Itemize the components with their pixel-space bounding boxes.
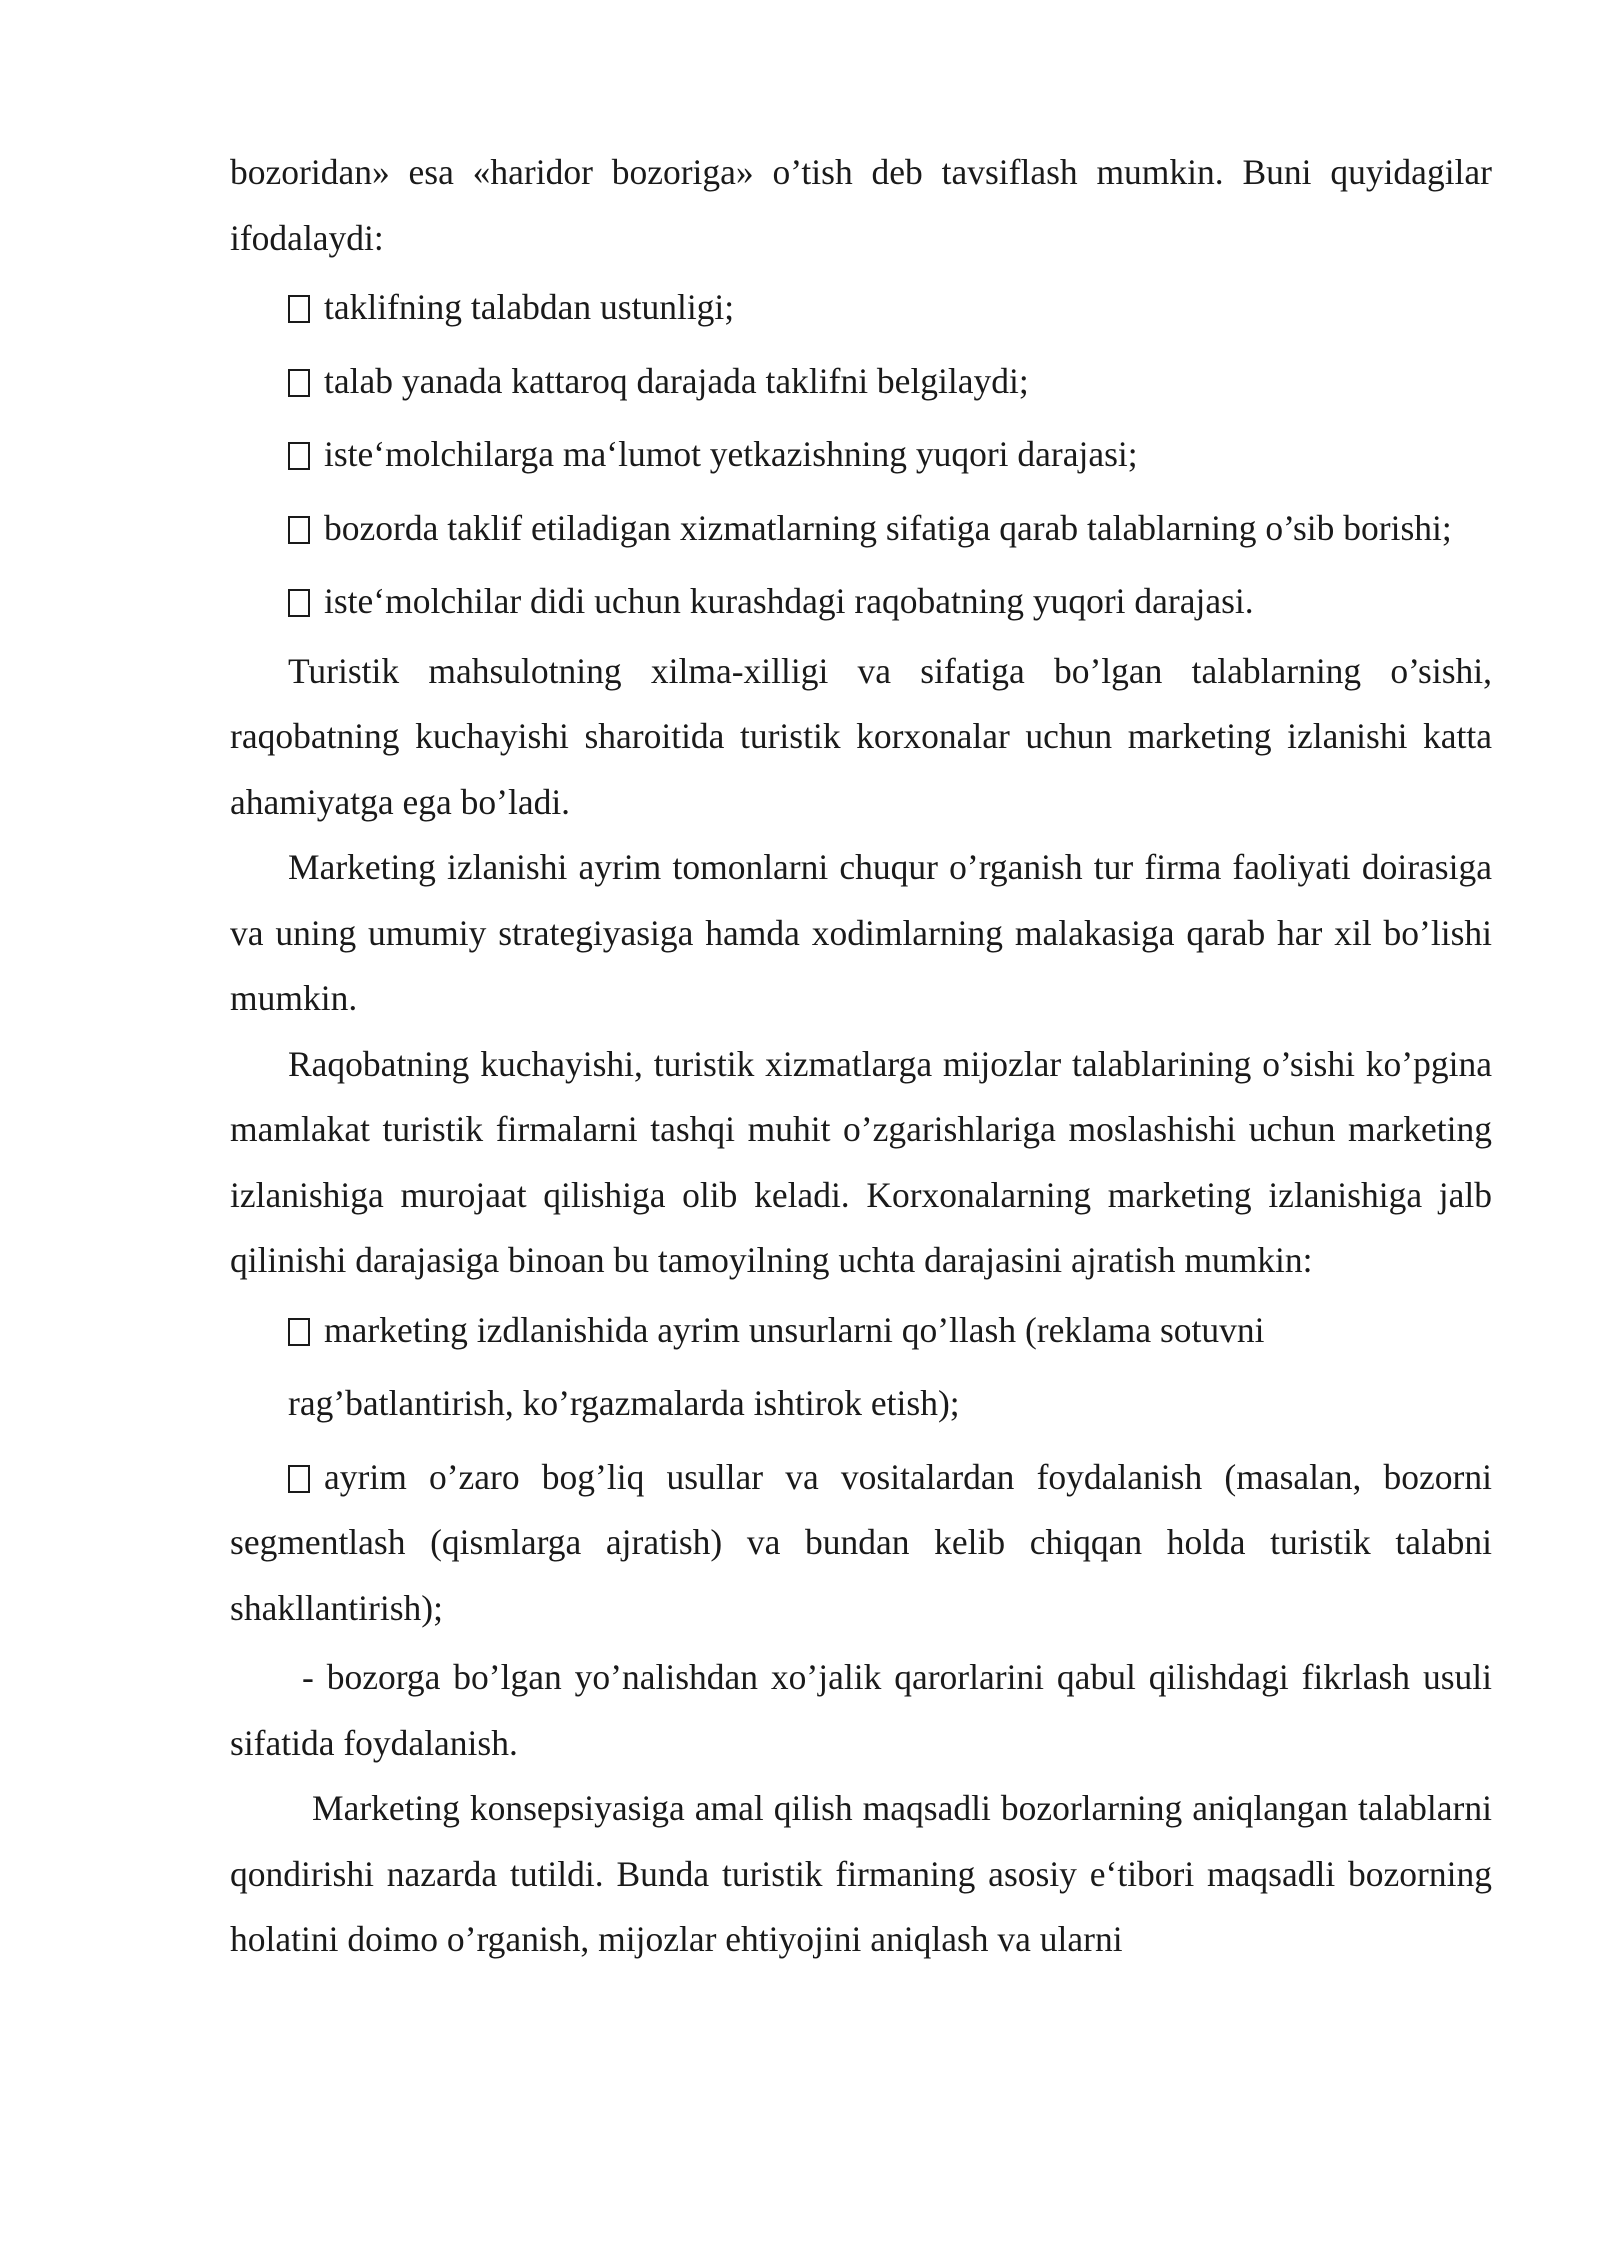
bullet-box-icon bbox=[288, 516, 310, 544]
bullet-item bbox=[230, 1294, 1492, 1368]
bullet-text: iste‘molchilar didi uchun kurashdagi raqobatning yuqori darajasi. bbox=[324, 581, 1254, 621]
body-paragraph: Turistik mahsulotning xilma-xilligi va sifatiga bo’lgan talablarning o’sishi, raqobatning kuchayishi sharoitida turistik korxonalar uchun marketing izlanishi katta ahamiyatga ega bo’ladi. bbox=[230, 650, 1492, 822]
bullet-item bbox=[230, 345, 1492, 419]
bullet-box-icon bbox=[288, 295, 310, 323]
bullet-text: taklifning talabdan ustunligi; bbox=[324, 287, 735, 327]
final-paragraph: Marketing konsepsiyasiga amal qilish maqsadli bozorlarning aniqlangan talablarni qondirishi nazarda tutildi. Bunda turistik firmaning asosiy e‘tibori maqsadli bozorning holatini doimo o’rganish, mijozlar ehtiyojini aniqlash va ularni bbox=[230, 1788, 1492, 1959]
bullet-item bbox=[230, 1441, 1492, 1646]
body-paragraph: Raqobatning kuchayishi, turistik xizmatlarga mijozlar talablarining o’sishi ko’pgina mamlakat turistik firmalarni tashqi muhit o’zgarishlariga moslashishi uchun marketing izlanishiga murojaat qilishiga olib keladi. Korxonalarning marketing izlanishiga jalb qilinishi darajasiga binoan bu tamoyilning uchta darajasini ajratish mumkin: bbox=[230, 1043, 1492, 1280]
bullet-continuation: rag’batlantirish, ko’rgazmalarda ishtirok etish); bbox=[288, 1383, 960, 1423]
bullet-text: talab yanada kattaroq darajada taklifni belgilaydi; bbox=[324, 360, 1029, 401]
body-paragraph: Marketing izlanishi ayrim tomonlarni chuqur o’rganish tur firma faoliyati doirasiga va uning umumiy strategiyasiga hamda xodimlarning malakasiga qarab har xil bo’lishi mumkin. bbox=[230, 847, 1492, 1018]
document-body bbox=[230, 140, 1492, 1973]
bullet-box-icon bbox=[288, 589, 310, 617]
bullet-item bbox=[230, 565, 1492, 639]
bullet-item bbox=[230, 418, 1492, 492]
bullet-text: bozorda taklif etiladigan xizmatlarning sifatiga qarab talablarning o’sib borishi; bbox=[324, 507, 1452, 548]
dash-item: - bozorga bo’lgan yo’nalishdan xo’jalik qarorlarini qabul qilishdagi fikrlash usuli sifatida foydalanish. bbox=[230, 1657, 1492, 1763]
bullet-item bbox=[230, 492, 1492, 566]
bullet-text: iste‘molchilarga ma‘lumot yetkazishning yuqori darajasi; bbox=[324, 434, 1138, 474]
intro-paragraph: bozoridan» esa «haridor bozoriga» o’tish deb tavsiflash mumkin. Buni quyidagilar ifodalaydi: bbox=[230, 152, 1492, 258]
bullet-box-icon bbox=[288, 369, 310, 397]
bullet-text: marketing izdlanishida ayrim unsurlarni qo’llash (reklama sotuvni bbox=[324, 1309, 1265, 1350]
bullet-box-icon bbox=[288, 442, 310, 470]
bullet-box-icon bbox=[288, 1465, 310, 1493]
bullet-box-icon bbox=[288, 1318, 310, 1346]
bullet-text: ayrim o’zaro bog’liq usullar va vositalardan foydalanish (masalan, bozorni segmentlash (qismlarga ajratish) va bundan kelib chiqqan holda turistik talabni shakllantirish); bbox=[230, 1456, 1492, 1628]
bullet-item bbox=[230, 271, 1492, 345]
